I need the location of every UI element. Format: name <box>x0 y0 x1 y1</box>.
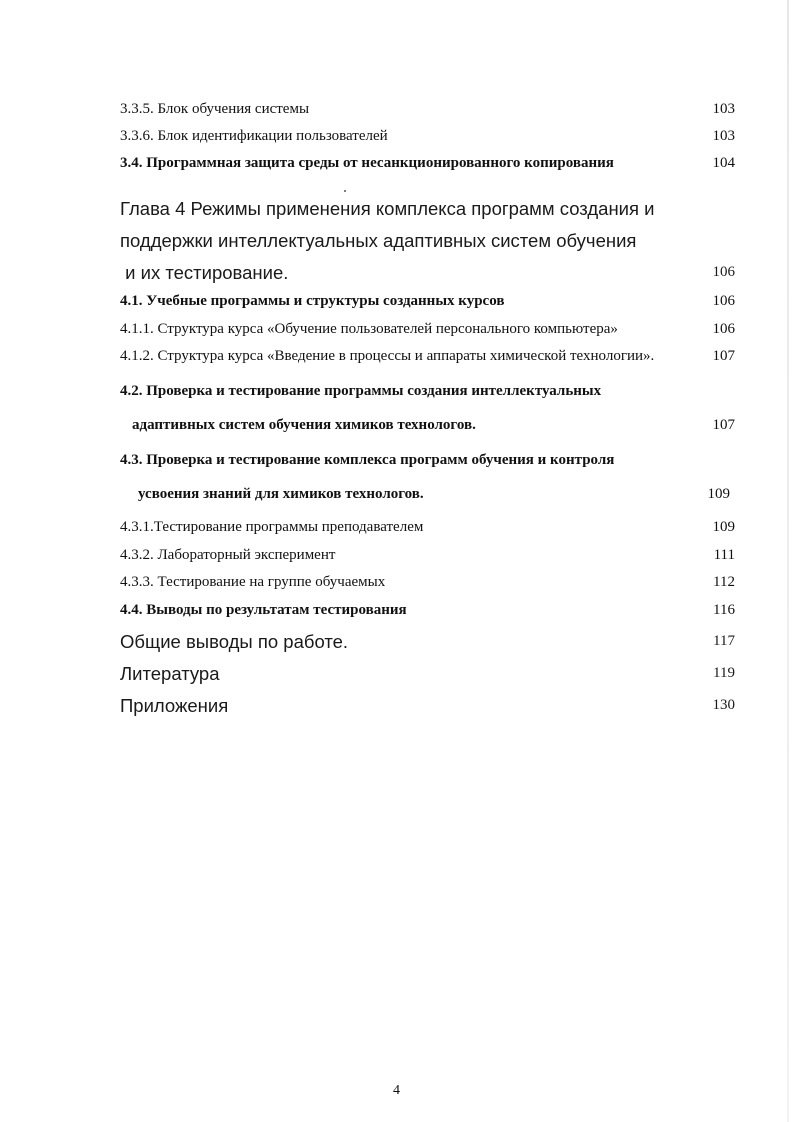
toc-entry-title: 3.4. Программная защита среды от несанкционированного копирования <box>120 155 614 171</box>
toc-entry-page: 117 <box>713 633 735 649</box>
toc-entry-page: 130 <box>712 697 735 713</box>
scan-speck <box>344 190 346 192</box>
toc-entry-title: 4.1. Учебные программы и структуры созданных курсов <box>120 293 505 309</box>
toc-entry <box>120 293 735 310</box>
toc-entry <box>120 695 735 717</box>
toc-entry <box>120 101 735 118</box>
toc-entry-page: 106 <box>712 264 735 280</box>
toc-entry-page: 106 <box>712 321 735 337</box>
toc-entry <box>120 574 735 591</box>
toc-entry-page: 106 <box>712 293 735 309</box>
toc-entry <box>120 547 735 564</box>
toc-entry-page: 109 <box>712 519 735 535</box>
toc-entry <box>120 631 735 653</box>
toc-entry-page: 104 <box>712 155 735 171</box>
toc-entry-title: 3.3.6. Блок идентификации пользователей <box>120 128 388 144</box>
toc-entry <box>132 417 735 434</box>
toc-entry-title: 4.1.2. Структура курса «Введение в процессы и аппараты химической технологии». <box>120 348 655 364</box>
toc-entry <box>120 128 735 145</box>
toc-entry-title: Литература <box>120 663 220 684</box>
toc-entry <box>120 155 735 172</box>
chapter-heading-line <box>120 230 735 252</box>
toc-entry-title-line-1: 4.2. Проверка и тестирование программы создания интеллектуальных <box>120 383 602 399</box>
toc-entry-title: 4.3.3. Тестирование на группе обучаемых <box>120 574 386 590</box>
chapter-heading-line <box>120 198 735 220</box>
toc-entry-title: 4.3.1.Тестирование программы преподавателем <box>120 519 424 535</box>
toc-entry <box>120 519 735 536</box>
scan-edge <box>787 0 789 1122</box>
toc-entry-title: 3.3.5. Блок обучения системы <box>120 101 310 117</box>
toc-entry-title: Приложения <box>120 695 229 716</box>
toc-entry-page: 103 <box>712 128 735 144</box>
toc-entry-page: 103 <box>712 101 735 117</box>
page-number: 4 <box>393 1083 400 1098</box>
toc-entry <box>120 321 735 338</box>
toc-entry-title: 4.4. Выводы по результатам тестирования <box>120 602 407 618</box>
toc-entry-page: 107 <box>712 348 735 364</box>
chapter-title-line-1: Глава 4 Режимы применения комплекса программ создания и <box>120 198 655 219</box>
toc-entry-line <box>120 452 735 469</box>
toc-entry-page: 119 <box>713 665 735 681</box>
toc-entry <box>120 348 735 365</box>
toc-entry-page: 116 <box>713 602 735 618</box>
toc-entry <box>120 262 735 284</box>
toc-entry <box>120 663 735 685</box>
toc-entry-title: 4.3.2. Лабораторный эксперимент <box>120 547 336 563</box>
toc-entry-title-line-2: адаптивных систем обучения химиков технологов. <box>132 417 476 433</box>
chapter-title-line-3: и их тестирование. <box>120 262 289 283</box>
toc-entry-title-line-2: усвоения знаний для химиков технологов. <box>138 486 424 502</box>
toc-entry-page: 112 <box>713 574 735 590</box>
toc-entry <box>120 602 735 619</box>
toc-entry-page: 111 <box>713 547 735 563</box>
chapter-title-line-2: поддержки интеллектуальных адаптивных систем обучения <box>120 230 637 251</box>
toc-entry-page: 107 <box>712 417 735 433</box>
toc-entry-title: Общие выводы по работе. <box>120 631 349 652</box>
toc-entry-page: 109 <box>707 486 730 502</box>
toc-entry-line <box>120 383 735 400</box>
toc-entry-title-line-1: 4.3. Проверка и тестирование комплекса программ обучения и контроля <box>120 452 615 468</box>
toc-entry <box>138 486 730 503</box>
toc-entry-title: 4.1.1. Структура курса «Обучение пользователей персонального компьютера» <box>120 321 618 337</box>
